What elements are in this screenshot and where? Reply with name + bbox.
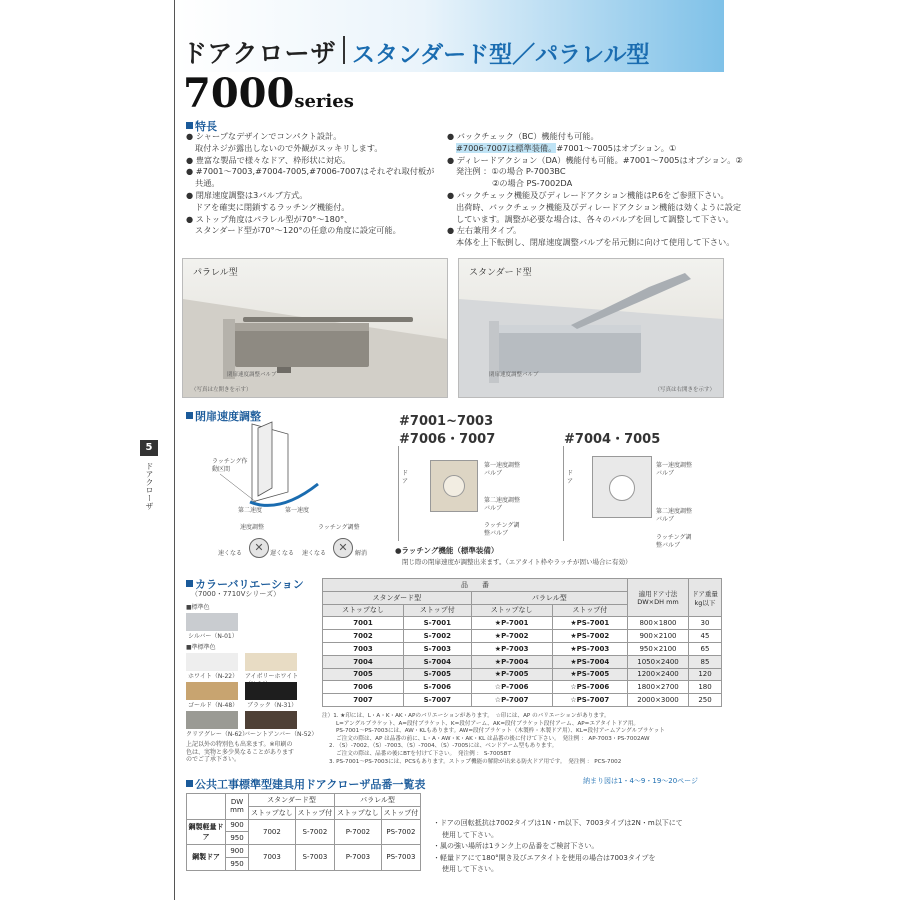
note-line: ご注文の際は、品番の後にBTを付けて下さい。 発注例 ： S-7005BT	[336, 750, 511, 757]
note-line: ・ドアの回転抵抗は7002タイプは1N・m以下、7003タイプは2N・m以下にて	[433, 819, 683, 827]
photo-label: スタンダード型	[469, 268, 532, 278]
square-bullet-icon	[186, 412, 193, 419]
note-line: 2. （S）-7002、（S）-7003、（S）-7004、（S）-7005には、ベンドアーム型もあります。	[329, 743, 558, 750]
latching-adjust-label: ラッチング調整	[318, 524, 360, 531]
square-bullet-icon	[186, 580, 193, 587]
note-line: ・軽量ドアにて180°開き及びエアタイトを使用の場合は7003タイプを	[433, 853, 656, 862]
table-cell: S-7003	[295, 845, 334, 871]
reference-link[interactable]: 納まり図は1・4～9・19～20ページ	[583, 777, 699, 785]
public-table-heading: 公共工事標準型建具用ドアクローザ品番一覧表	[186, 776, 425, 792]
parallel-closer-illustration	[183, 259, 447, 397]
table-cell: 7007	[323, 694, 404, 707]
faster-label: 速くなる	[218, 550, 243, 557]
table-cell: ☆P-7006	[471, 681, 552, 694]
table-cell: 2000×3000	[628, 694, 689, 707]
feature-line: 出荷時、バックチェック機能及びディレードアクション機能は効くように設定	[456, 201, 742, 212]
table-cell: ★P-7003	[471, 642, 552, 655]
faster-label-2: 速くなる	[302, 550, 327, 557]
feature-line: ● 左右兼用タイプ。	[447, 225, 522, 236]
square-bullet-icon	[186, 780, 193, 787]
swatch-black	[245, 682, 297, 700]
note-line: 3. PS-7001～PS-7003には、PCSもあります。ストップ機能の解除が出来る防火ドア用です。 発注例 ： PCS-7002	[329, 758, 622, 765]
chapter-side-label: ドアクローザ	[145, 462, 154, 510]
feature-line: ドアを確実に閉鎖するラッチング機能付。	[195, 201, 350, 212]
left-divider-line	[174, 0, 175, 900]
swatch-gold	[186, 682, 238, 700]
photo-valve-label: 閉扉速度調整バルブ	[227, 372, 277, 378]
table-cell: S-7005	[403, 668, 471, 681]
series-number: 7000	[183, 70, 295, 117]
table-cell: 950	[226, 832, 249, 845]
table-row	[323, 655, 722, 668]
valve-icon	[443, 475, 465, 497]
table-header-row	[323, 579, 722, 592]
table-header-cell: ストップ付	[552, 604, 627, 617]
table-cell: S-7004	[403, 655, 471, 668]
series-heading	[183, 70, 354, 117]
feature-line: #7006·7007は標準装備。#7001～7005はオプション。①	[456, 142, 677, 153]
table-header-cell: ストップなし	[334, 806, 381, 819]
feature-line: ● バックチェック機能及びディレードアクション機能はP.6をご参照下さい。	[447, 189, 729, 200]
table-row	[187, 845, 421, 858]
feature-line: 本体を上下転倒し、閉扉速度調整バルブを吊元側に向けて使用して下さい。	[456, 237, 735, 248]
table-header-cell: ストップ付	[403, 604, 471, 617]
model-heading-7006: #7006・7007	[399, 432, 496, 447]
table-header-cell: ストップなし	[323, 604, 404, 617]
table-cell: S-7001	[403, 617, 471, 630]
table-cell: PS-7003	[381, 845, 420, 871]
swatch-white	[186, 653, 238, 671]
color-note: 上記以外の特別色も出来ます。※印刷の色は、実物と多少異なることがありますのでご了承下さい。	[186, 741, 295, 763]
photo-parallel	[182, 258, 448, 398]
table-cell: 180	[689, 681, 722, 694]
feature-line: ● ディレードアクション（DA）機能付も可能。#7001～7005はオプション。②	[447, 154, 743, 165]
table-cell: 7002	[249, 819, 296, 845]
chapter-number-tab: 5	[140, 440, 158, 456]
table-row	[323, 630, 722, 643]
table-cell: 鋼製軽量ドア	[187, 819, 226, 845]
table-body	[323, 617, 722, 707]
model-heading-7004: #7004・7005	[564, 432, 661, 447]
features-right-list	[447, 131, 743, 249]
table-cell: 1050×2400	[628, 655, 689, 668]
table-cell: ★P-7002	[471, 630, 552, 643]
first-speed-label: 第一速度	[285, 507, 310, 514]
public-table-notes	[433, 818, 683, 876]
feature-line: しています。調整が必要な場合は、各々のバルブを回して調整して下さい。	[456, 213, 734, 224]
color-subheading: （7000・7710Vシリーズ）	[191, 590, 281, 598]
table-cell: 7004	[323, 655, 404, 668]
table-header-cell: スタンダード型	[249, 794, 335, 807]
table-cell: S-7006	[403, 681, 471, 694]
table-cell: 7001	[323, 617, 404, 630]
table-cell: 7003	[249, 845, 296, 871]
photo-caption: （写真は左開きを示す）	[191, 387, 252, 393]
page-title: ドアクローザ	[182, 39, 337, 68]
semi-standard-color-label: ■準標準色	[186, 644, 216, 651]
table-cell: 900×2100	[628, 630, 689, 643]
table-header-cell: ドア重量 kg以下	[689, 579, 722, 617]
table-cell: 65	[689, 642, 722, 655]
square-bullet-icon	[186, 122, 193, 129]
first-speed-valve-label: 第一速度調整バルブ	[484, 462, 521, 477]
swatch-clear-gray	[186, 711, 238, 729]
feature-line: ● ストップ角度はパラレル型が70°～180°、	[186, 213, 353, 224]
latch-feature-title: ●ラッチング機能（標準装備）	[395, 546, 499, 555]
photo-label: パラレル型	[193, 268, 238, 278]
note-line: ご注文の際は、AP は品番の前に、L・A・AW・K・AK・KL は品番の後に付けて下さい。 発注例 ： AP-7003・PS-7002AW	[336, 735, 650, 742]
table-header-cell: ストップ付	[295, 806, 334, 819]
note-line: 使用して下さい。	[442, 830, 498, 839]
swatch-label: ホワイト（N-22）	[188, 673, 239, 680]
table-cell: P-7002	[334, 819, 381, 845]
table-header-cell: 適用ドア寸法 DW×DH mm	[628, 579, 689, 617]
photo-caption: （写真は右開きを示す）	[654, 387, 715, 393]
note-line: L=アングルブラケット、A=段付ブラケット、K=段付アーム、AK=段付ブラケット段付アーム、AP=エアタイトドア用。	[336, 720, 640, 727]
table-cell: ★PS-7004	[552, 655, 627, 668]
second-speed-label: 第二速度	[238, 507, 263, 514]
feature-line: ● 閉扉速度調整は3バルブ方式。	[186, 189, 308, 200]
standard-color-label: ■標準色	[186, 604, 210, 611]
feature-line: ②の場合 PS-7002DA	[492, 178, 573, 189]
table-cell: 950	[226, 857, 249, 870]
latching-zone-label: ラッチング作動区間	[212, 458, 248, 473]
table-cell: 1200×2400	[628, 668, 689, 681]
table-cell: ★P-7004	[471, 655, 552, 668]
features-left-list	[186, 131, 434, 237]
feature-line: 共通。	[195, 178, 220, 189]
latch-feature-desc: 閉じ際の閉扉速度が調整出来ます。（エアタイト枠やラッチが固い場合に有効）	[402, 558, 632, 566]
table-header-cell: ストップ付	[381, 806, 420, 819]
photo-valve-label: 閉扉速度調整バルブ	[489, 372, 539, 378]
latching-valve-icon: ✕	[333, 538, 353, 558]
door-label: ドア	[402, 470, 409, 485]
table-cell: 800×1800	[628, 617, 689, 630]
feature-line: ● シャープなデザインでコンパクト設計。	[186, 131, 342, 141]
public-spec-table	[186, 793, 421, 871]
table-cell: 120	[689, 668, 722, 681]
table-header-cell: ストップなし	[249, 806, 296, 819]
color-heading: カラーバリエーション	[186, 576, 304, 592]
table-cell: 45	[689, 630, 722, 643]
table-cell: ☆PS-7006	[552, 681, 627, 694]
closer-body-7001	[430, 460, 478, 512]
valve-icon	[609, 475, 635, 501]
table-header-cell: ストップなし	[471, 604, 552, 617]
table-cell: 1800×2700	[628, 681, 689, 694]
swatch-label: バーントアンバー（N-52）	[244, 731, 318, 738]
table-cell: S-7002	[295, 819, 334, 845]
table-cell: 7005	[323, 668, 404, 681]
table-cell: ★PS-7002	[552, 630, 627, 643]
door-label: ドア	[567, 470, 574, 485]
table-cell: S-7002	[403, 630, 471, 643]
table-row	[187, 819, 421, 832]
swatch-label: ゴールド（N-48）	[188, 702, 239, 709]
feature-line: ● バックチェック（BC）機能付も可能。	[447, 131, 599, 141]
table-row	[323, 668, 722, 681]
second-speed-valve-label: 第二速度調整バルブ	[484, 497, 521, 512]
feature-line: 発注例 ：①の場合 P-7003BC	[456, 166, 566, 177]
series-suffix: series	[294, 91, 354, 112]
table-cell: PS-7002	[381, 819, 420, 845]
table-row	[323, 642, 722, 655]
table-header-cell: 品 番	[323, 579, 628, 592]
table-header-row	[187, 794, 421, 807]
closer-body-7004	[592, 456, 652, 518]
table-cell: 85	[689, 655, 722, 668]
table-row	[323, 617, 722, 630]
table-notes	[322, 713, 665, 766]
table-cell: 950×2100	[628, 642, 689, 655]
table-header-cell: DW mm	[226, 794, 249, 820]
feature-line: 取付ネジが露出しないので外観がスッキリします。	[195, 142, 383, 153]
note-line: 使用して下さい。	[442, 865, 498, 873]
table-cell: 7006	[323, 681, 404, 694]
table-row	[323, 681, 722, 694]
table-header-cell: パラレル型	[471, 591, 627, 604]
feature-line: ● #7001～7003,#7004-7005,#7006-7007はそれぞれ取付板が	[186, 166, 435, 177]
table-cell: ★PS-7003	[552, 642, 627, 655]
note-line: 注）1. ★印には、L・A・K・AK・APのバリエーションがあります。 ☆印には、AP のバリエーションがあります。	[322, 713, 610, 719]
table-cell: 900	[226, 845, 249, 858]
note-line: PS-7001～PS-7003には、AW・KLもあります。AW=段付ブラケット（木製枠・木製ドア用）、KL=段付アームアングルブラケット	[336, 728, 665, 735]
table-cell: S-7007	[403, 694, 471, 707]
swatch-label: シルバー（N-01）	[188, 633, 238, 640]
latching-valve-label: ラッチング調整バルブ	[484, 522, 520, 537]
swatch-burnt-umber	[245, 711, 297, 729]
slower-label: 遅くなる	[270, 550, 295, 557]
table-row	[323, 694, 722, 707]
table-header-cell: スタンダード型	[323, 591, 472, 604]
table-cell: ☆PS-7007	[552, 694, 627, 707]
swatch-silver	[186, 613, 238, 631]
table-cell: ★P-7001	[471, 617, 552, 630]
table-cell: ★PS-7001	[552, 617, 627, 630]
feature-line: スタンダード型が70°～120°の任意の角度に設定可能。	[195, 225, 401, 236]
table-cell: ☆P-7007	[471, 694, 552, 707]
swatch-label: アイボリーホワイト	[245, 673, 299, 680]
highlighted-text: #7006·7007は標準装備。	[456, 142, 557, 153]
model-heading-7001: #7001~7003	[399, 414, 494, 429]
speed-valve-icon: ✕	[249, 538, 269, 558]
feature-line: ● 豊富な製品で様々なドア、枠形状に対応。	[186, 154, 351, 165]
speed-adjust-label: 速度調整	[240, 524, 265, 531]
features-heading: 特長	[186, 118, 217, 134]
product-table	[322, 578, 722, 707]
first-speed-valve-label: 第一速度調整バルブ	[656, 462, 693, 477]
swatch-ivory	[245, 653, 297, 671]
note-line: ・風の強い場所は1ランク上の品番をご検討下さい。	[433, 842, 599, 850]
swatch-label: ブラック（N-31）	[247, 702, 298, 709]
door-edge-line	[398, 446, 399, 541]
swatch-label: クリアグレー（N-62）	[186, 731, 249, 738]
latching-valve-label: ラッチング調整バルブ	[656, 534, 692, 549]
photo-standard	[458, 258, 724, 398]
speed-heading: 閉扉速度調整	[186, 408, 261, 424]
table-cell: ★P-7005	[471, 668, 552, 681]
table-cell: 900	[226, 819, 249, 832]
table-header-cell: パラレル型	[334, 794, 420, 807]
table-cell: 250	[689, 694, 722, 707]
title-separator	[343, 36, 345, 64]
page-subtitle: スタンダード型／パラレル型	[352, 42, 650, 68]
door-edge-line	[563, 446, 564, 541]
table-cell: P-7003	[334, 845, 381, 871]
table-header-cell	[187, 794, 226, 820]
table-cell: 鋼製ドア	[187, 845, 226, 871]
table-cell: 7002	[323, 630, 404, 643]
release-label: 解消	[355, 550, 368, 557]
table-cell: S-7003	[403, 642, 471, 655]
table-cell: 30	[689, 617, 722, 630]
second-speed-valve-label: 第二速度調整バルブ	[656, 508, 693, 523]
table-cell: ★PS-7005	[552, 668, 627, 681]
table-cell: 7003	[323, 642, 404, 655]
